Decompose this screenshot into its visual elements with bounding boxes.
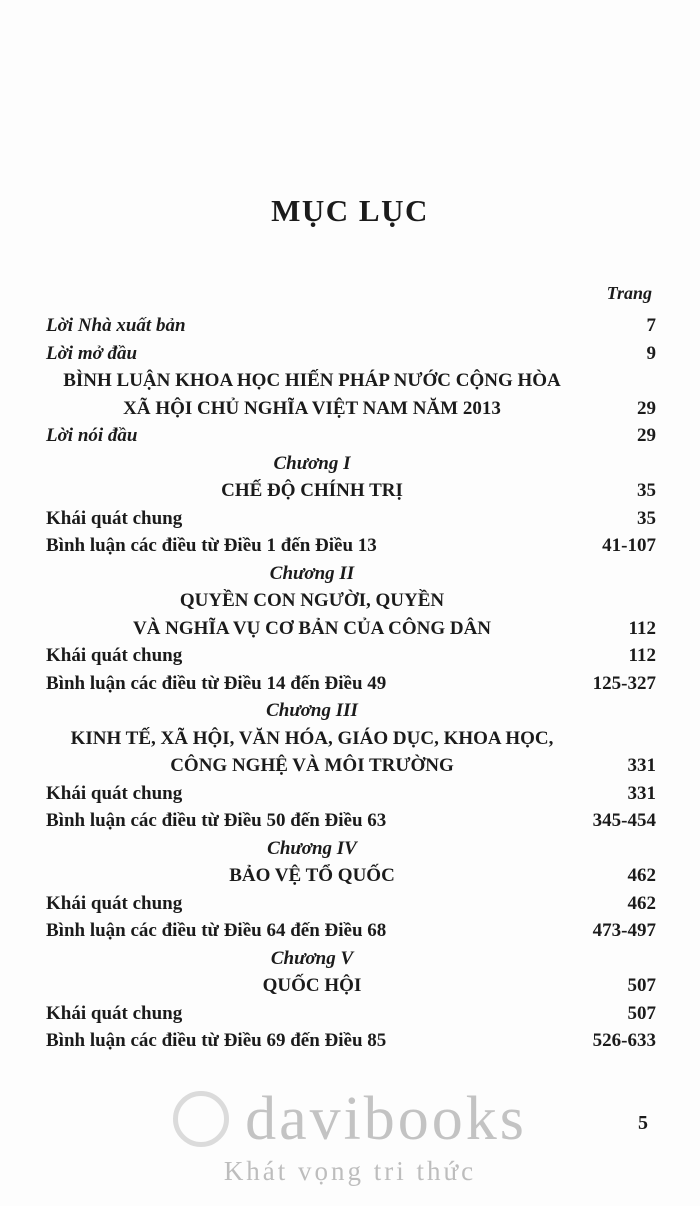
- toc-row: [46, 725, 656, 753]
- toc-row: [46, 615, 656, 643]
- toc-entry-page: 462: [627, 892, 656, 914]
- toc-entry-page: 29: [637, 425, 656, 446]
- toc-entry-text: Khái quát chung: [46, 507, 183, 529]
- toc-entry-text: Lời mở đầu: [46, 342, 138, 364]
- toc-entry-text: Khái quát chung: [46, 892, 183, 914]
- toc-row: [46, 1000, 656, 1028]
- toc-entry-page: 112: [628, 645, 656, 666]
- toc-row: [46, 890, 656, 918]
- toc-row: [46, 367, 656, 395]
- toc-row: [46, 642, 656, 670]
- toc-entry-text: BẢO VỆ TỔ QUỐC: [229, 865, 395, 886]
- toc-entry-page: 41-107: [602, 535, 656, 556]
- toc-entry-page: 125-327: [592, 672, 656, 694]
- davibooks-logo-icon: [173, 1091, 229, 1147]
- page-number: 5: [638, 1112, 648, 1134]
- toc-entry-text: Bình luận các điều từ Điều 64 đến Điều 68: [46, 920, 387, 941]
- toc-entry-text: QUỐC HỘI: [262, 975, 362, 996]
- toc-row: [46, 587, 656, 615]
- toc-row: [46, 450, 656, 478]
- toc-entry-text: VÀ NGHĨA VỤ CƠ BẢN CỦA CÔNG DÂN: [132, 617, 492, 639]
- toc-entry-text: Khái quát chung: [46, 782, 183, 804]
- toc-list: [46, 312, 656, 1055]
- watermark: [0, 1085, 700, 1187]
- toc-row: [46, 505, 656, 533]
- toc-entry-page: 331: [627, 755, 656, 776]
- watermark-row: [0, 1085, 700, 1153]
- toc-entry-page: 462: [627, 865, 656, 886]
- toc-row: [46, 697, 656, 725]
- toc-row: [46, 807, 656, 835]
- toc-entry-page: 345-454: [592, 810, 656, 831]
- toc-entry-text: BÌNH LUẬN KHOA HỌC HIẾN PHÁP NƯỚC CỘNG HÒA: [63, 370, 561, 391]
- toc-row: [46, 340, 656, 368]
- toc-entry-page: 112: [628, 617, 656, 639]
- toc-entry-text: Bình luận các điều từ Điều 50 đến Điều 63: [46, 810, 387, 831]
- toc-entry-text: Chương II: [269, 562, 355, 584]
- toc-entry-page: 35: [637, 480, 656, 501]
- toc-entry-text: Lời Nhà xuất bản: [46, 315, 186, 336]
- watermark-slogan: Khát vọng tri thức: [223, 1156, 477, 1186]
- watermark-name: davibooks: [245, 1085, 527, 1153]
- toc-entry-page: 526-633: [592, 1030, 656, 1051]
- toc-entry-page: 473-497: [592, 920, 656, 941]
- toc-entry-text: Chương I: [273, 452, 351, 474]
- toc-entry-text: QUYỀN CON NGƯỜI, QUYỀN: [179, 590, 445, 611]
- toc-entry-text: Khái quát chung: [46, 1002, 183, 1024]
- toc-entry-text: Bình luận các điều từ Điều 1 đến Điều 13: [46, 535, 377, 556]
- toc-entry-text: CHẾ ĐỘ CHÍNH TRỊ: [221, 480, 403, 501]
- toc-entry-page: 7: [646, 315, 656, 336]
- toc-row: [46, 477, 656, 505]
- toc-row: [46, 532, 656, 560]
- toc-row: [46, 560, 656, 588]
- toc-row: [46, 835, 656, 863]
- toc-entry-text: KINH TẾ, XÃ HỘI, VĂN HÓA, GIÁO DỤC, KHOA HỌC,: [70, 727, 554, 749]
- page-column-header: Trang: [606, 283, 652, 303]
- toc-entry-page: 9: [646, 342, 656, 364]
- toc-entry-page: 35: [637, 507, 656, 529]
- toc-entry-text: CÔNG NGHỆ VÀ MÔI TRƯỜNG: [170, 755, 454, 776]
- page-title: MỤC LỤC: [271, 193, 429, 228]
- toc-row: [46, 312, 656, 340]
- toc-entry-text: Lời nói đầu: [46, 425, 138, 446]
- toc-entry-text: Bình luận các điều từ Điều 69 đến Điều 85: [46, 1030, 387, 1051]
- toc-row: [46, 752, 656, 780]
- toc-entry-text: XÃ HỘI CHỦ NGHĨA VIỆT NAM NĂM 2013: [123, 397, 501, 419]
- toc-row: [46, 945, 656, 973]
- toc-entry-page: 507: [627, 975, 656, 996]
- toc-entry-page: 507: [627, 1002, 656, 1024]
- toc-row: [46, 780, 656, 808]
- toc-row: [46, 422, 656, 450]
- toc-entry-page: 331: [627, 782, 656, 804]
- toc-entry-page: 29: [637, 397, 656, 419]
- toc-entry-text: Chương IV: [267, 837, 357, 859]
- toc-entry-text: Chương V: [270, 947, 354, 969]
- toc-entry-text: Bình luận các điều từ Điều 14 đến Điều 49: [46, 672, 387, 694]
- toc-row: [46, 917, 656, 945]
- toc-entry-text: Khái quát chung: [46, 645, 183, 666]
- toc-row: [46, 862, 656, 890]
- toc-row: [46, 1027, 656, 1055]
- toc-entry-text: Chương III: [266, 700, 358, 721]
- toc-row: [46, 972, 656, 1000]
- toc-row: [46, 670, 656, 698]
- toc-row: [46, 395, 656, 423]
